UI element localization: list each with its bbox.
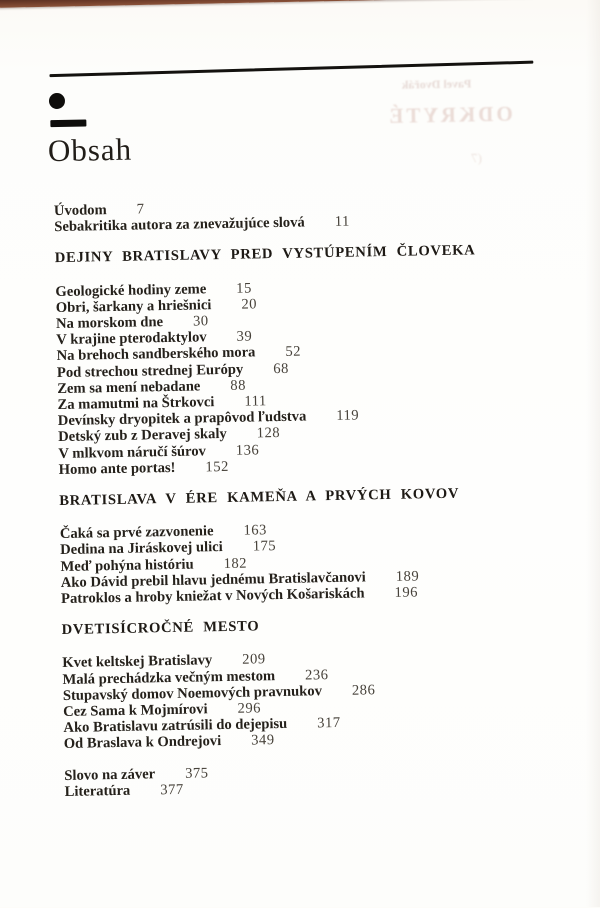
toc-entry-page-number: 236 (304, 666, 329, 684)
toc-entry-page-number: 152 (205, 458, 229, 476)
toc-entry-label: Od Braslava k Ondrejovi (63, 733, 222, 753)
toc-entry-page-number: 111 (244, 393, 267, 410)
toc-entry-page-number: 52 (285, 343, 302, 361)
toc-entry-page-number: 68 (273, 360, 290, 377)
toc-entry-label: Ako Bratislavu zatrúsili do dejepisu (63, 716, 288, 737)
toc-entry-page-number: 349 (251, 732, 275, 750)
toc-section (55, 242, 539, 478)
toc-entry-page-number: 189 (395, 568, 420, 585)
toc-entry-label: Ako Dávid prebil hlavu jednému Bratislavčanovi (60, 569, 366, 591)
toc-entry-page-number: 196 (394, 584, 419, 601)
toc-entry-label: Zem sa mení nebadane (57, 378, 201, 397)
toc-entry-page-number: 175 (252, 538, 277, 555)
page-title: Obsah (47, 131, 133, 169)
toc-entry-page-number: 375 (184, 765, 209, 782)
toc-entry-page-number: 209 (242, 651, 266, 669)
toc-entry-page-number: 377 (160, 781, 184, 799)
toc-entry-page-number: 317 (317, 715, 341, 732)
toc-entry-label: Na morskom dne (55, 314, 164, 333)
toc-entry-label: Literatúra (64, 782, 131, 800)
toc-entry-page-number: 286 (351, 682, 376, 699)
toc-section (64, 759, 545, 800)
toc-entry-label: Pod strechou strednej Európy (56, 361, 244, 381)
toc-entry-label: Homo ante portas! (58, 459, 176, 478)
toc-entry-label: Meď pohýna históriu (60, 556, 194, 575)
toc-entry-label: Slovo na záver (64, 766, 156, 784)
toc-section (54, 194, 535, 235)
toc-entry-label: Za mamutmi na Štrkovci (57, 394, 215, 414)
toc-entry-label: Úvodom (53, 202, 107, 220)
toc-entry-label: V krajine pterodaktylov (56, 329, 207, 349)
chapter-bar-ornament (50, 119, 86, 127)
toc-entry-label: Geologické hodiny zeme (55, 280, 207, 300)
toc-section (59, 484, 541, 607)
toc-entry-label: Sebakritika autora za znevažujúce slová (54, 214, 305, 236)
toc-section-heading: DEJINY BRATISLAVY PRED VYSTÚPENÍM ČLOVEKA (54, 242, 476, 267)
toc-entry-page-number: 88 (230, 377, 247, 394)
bleed-through-title-text: ODKRYTÉ (386, 101, 513, 128)
toc-entry-page-number: 136 (235, 441, 260, 459)
toc-entry-page-number: 7 (136, 201, 145, 218)
toc-entry-page-number: 11 (334, 213, 350, 231)
toc-entry-page-number: 20 (241, 296, 258, 313)
toc-entry-label: Na brehoch sandberského mora (56, 344, 256, 365)
table-of-contents (54, 194, 545, 800)
toc-entry-label: Obri, šarkany a hriešnici (55, 297, 212, 316)
toc-section (62, 613, 544, 752)
toc-entry-page-number: 30 (192, 313, 209, 330)
toc-entry-page-number: 296 (237, 700, 262, 717)
toc-entry-page-number: 39 (236, 328, 253, 345)
toc-section-heading: DVETISÍCROČNÉ MESTO (61, 618, 260, 639)
toc-entry-label: Dedina na Jiráskovej ulici (60, 539, 223, 559)
bleed-through-author-text: Pavel Dvořák (401, 76, 472, 92)
toc-entry-label: Patroklos a hroby kniežat v Nových Košariskách (60, 585, 365, 608)
toc-entry-label: Cez Sama k Mojmírovi (63, 701, 208, 721)
toc-entry-label: Devínsky dryopitek a prapôvod ľudstva (57, 408, 307, 430)
bleed-through-mark: (7 (470, 150, 483, 166)
toc-entry-label: Malá prechádzka večným mestom (62, 667, 276, 688)
chapter-dot-ornament (49, 93, 65, 109)
toc-entry-page-number: 182 (223, 555, 248, 572)
toc-entry-label: Kvet keltskej Bratislavy (62, 652, 213, 672)
toc-entry-page-number: 163 (243, 522, 268, 539)
toc-entry-page-number: 128 (256, 425, 281, 442)
toc-entry-label: Stupavský domov Noemových pravnukov (62, 683, 323, 704)
horizontal-rule (49, 61, 533, 78)
toc-section-heading: BRATISLAVA V ÉRE KAMEŇA A PRVÝCH KOVOV (59, 485, 460, 510)
toc-entry-label: Čaká sa prvé zazvonenie (59, 523, 214, 543)
toc-entry-label: Detský zub z Deravej skaly (57, 426, 227, 446)
toc-entry-label: V mlkvom náručí šúrov (58, 442, 207, 462)
toc-entry-page-number: 119 (336, 407, 360, 425)
toc-entry-page-number: 15 (236, 280, 252, 297)
